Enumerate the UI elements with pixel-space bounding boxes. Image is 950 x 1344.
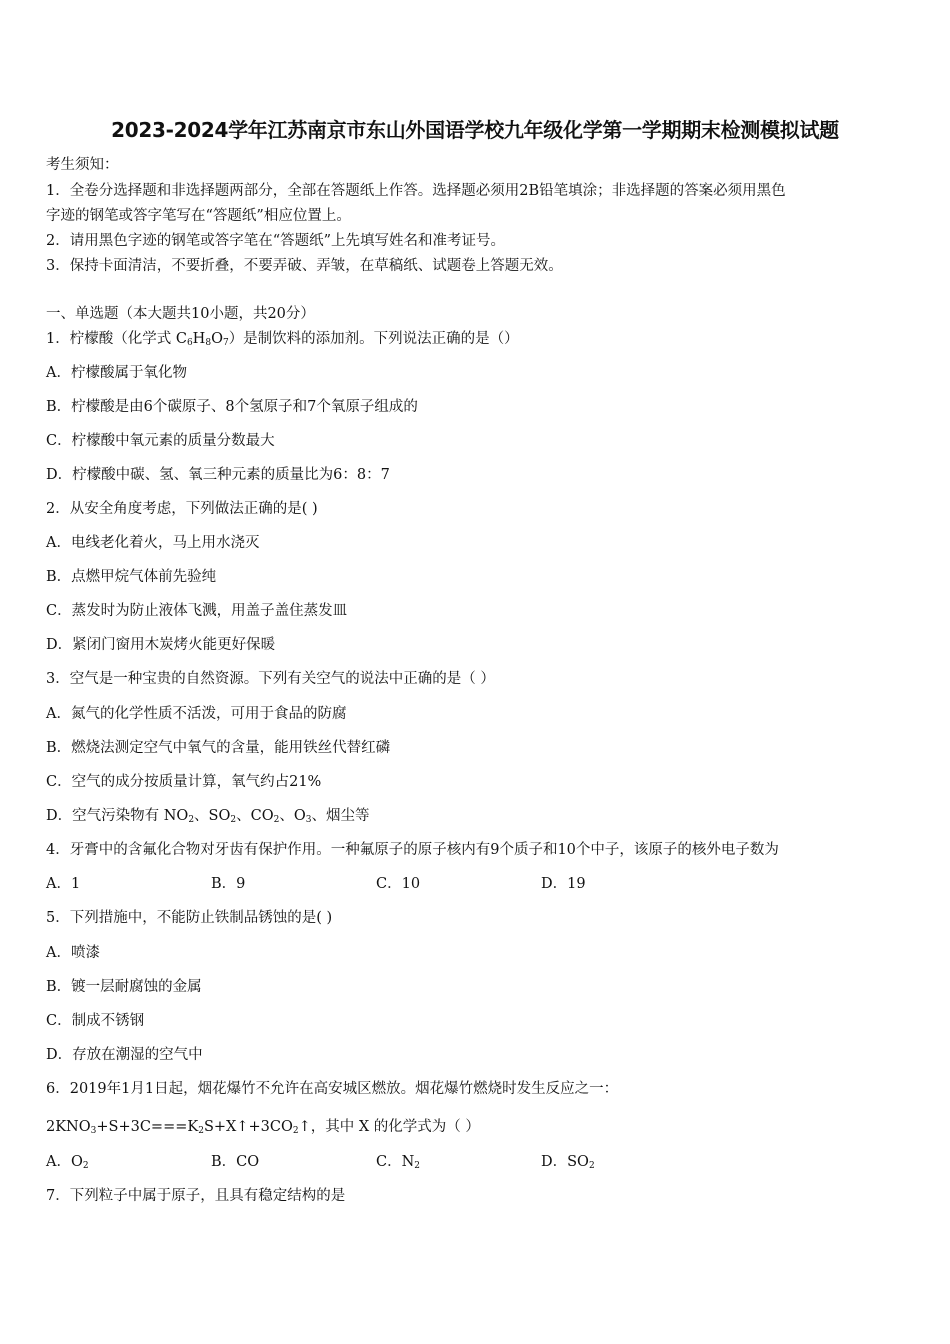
question-5-option-d: D．存放在潮湿的空气中 <box>46 1047 203 1063</box>
question-3-option-a: A．氮气的化学性质不活泼，可用于食品的防腐 <box>46 706 347 722</box>
question-2-option-a: A．电线老化着火，马上用水浇灭 <box>46 535 260 551</box>
question-4-options <box>46 872 706 893</box>
question-6-option-b: B．CO <box>211 1154 260 1170</box>
question-1-stem: 1．柠檬酸（化学式 $C_6H_8O_7$）是制饮料的添加剂。下列说法正确的是（） <box>46 331 519 348</box>
question-5-stem: 5．下列措施中，不能防止铁制品锈蚀的是( ) <box>46 910 333 926</box>
notice-line-3: 3．保持卡面清洁，不要折叠，不要弄破、弄皱，在草稿纸、试题卷上答题无效。 <box>46 258 563 274</box>
question-4-stem: 4．牙膏中的含氟化合物对牙齿有保护作用。一种氟原子的原子核内有9个质子和10个中子，该原子的核外电子数为 <box>46 842 779 858</box>
notice-line-1b: 字迹的钢笔或答字笔写在“答题纸”相应位置上。 <box>46 208 351 224</box>
question-6-equation: $2KNO_3+S+3C===K_2S+X↑+3CO_2↑$，其中 X 的化学式为（ ） <box>46 1119 480 1136</box>
question-1-option-a: A．柠檬酸属于氧化物 <box>46 365 187 381</box>
notice-line-2: 2．请用黑色字迹的钢笔或答字笔在“答题纸”上先填写姓名和准考证号。 <box>46 233 506 249</box>
question-6-option-c: C．$N_2$ <box>376 1154 421 1171</box>
question-3-option-c: C．空气的成分按质量计算，氧气约占21% <box>46 774 322 790</box>
question-6-option-a: A．$O_2$ <box>46 1154 89 1171</box>
question-1-option-c: C．柠檬酸中氧元素的质量分数最大 <box>46 433 275 449</box>
question-4-option-d: D．19 <box>541 876 586 892</box>
question-4-option-c: C．10 <box>376 876 421 892</box>
question-1-option-b: B．柠檬酸是由6个碳原子、8个氢原子和7个氧原子组成的 <box>46 399 418 415</box>
question-6-stem: 6．2019年1月1日起，烟花爆竹不允许在高安城区燃放。烟花爆竹燃烧时发生反应之一： <box>46 1081 619 1097</box>
question-2-stem: 2．从安全角度考虑，下列做法正确的是( ) <box>46 501 318 517</box>
question-7-stem: 7．下列粒子中属于原子，且具有稳定结构的是 <box>46 1188 346 1204</box>
question-6-options <box>46 1150 706 1171</box>
notice-heading: 考生须知： <box>46 157 119 173</box>
question-1-option-d: D．柠檬酸中碳、氢、氧三种元素的质量比为6：8：7 <box>46 467 390 483</box>
page-title: 2023-2024学年江苏南京市东山外国语学校九年级化学第一学期期末检测模拟试题 <box>111 118 839 142</box>
question-5-option-c: C．制成不锈钢 <box>46 1013 145 1029</box>
question-2-option-c: C．蒸发时为防止液体飞溅，用盖子盖住蒸发皿 <box>46 603 348 619</box>
question-5-option-a: A．喷漆 <box>46 945 100 961</box>
question-3-option-d: D．空气污染物有 $NO_2$、$SO_2$、$CO_2$、$O_3$、烟尘等 <box>46 808 370 825</box>
question-4-option-b: B．9 <box>211 876 246 892</box>
question-3-stem: 3．空气是一种宝贵的自然资源。下列有关空气的说法中正确的是（ ） <box>46 671 495 687</box>
notice-line-1a: 1．全卷分选择题和非选择题两部分，全部在答题纸上作答。选择题必须用2B铅笔填涂；非选择题的答案必须用黑色 <box>46 183 786 199</box>
question-4-option-a: A．1 <box>46 876 81 892</box>
section-heading: 一、单选题（本大题共10小题，共20分） <box>46 306 315 322</box>
question-2-option-d: D．紧闭门窗用木炭烤火能更好保暖 <box>46 637 276 653</box>
question-2-option-b: B．点燃甲烷气体前先验纯 <box>46 569 217 585</box>
question-5-option-b: B．镀一层耐腐蚀的金属 <box>46 979 202 995</box>
question-6-option-d: D．$SO_2$ <box>541 1154 595 1171</box>
question-3-option-b: B．燃烧法测定空气中氧气的含量，能用铁丝代替红磷 <box>46 740 391 756</box>
